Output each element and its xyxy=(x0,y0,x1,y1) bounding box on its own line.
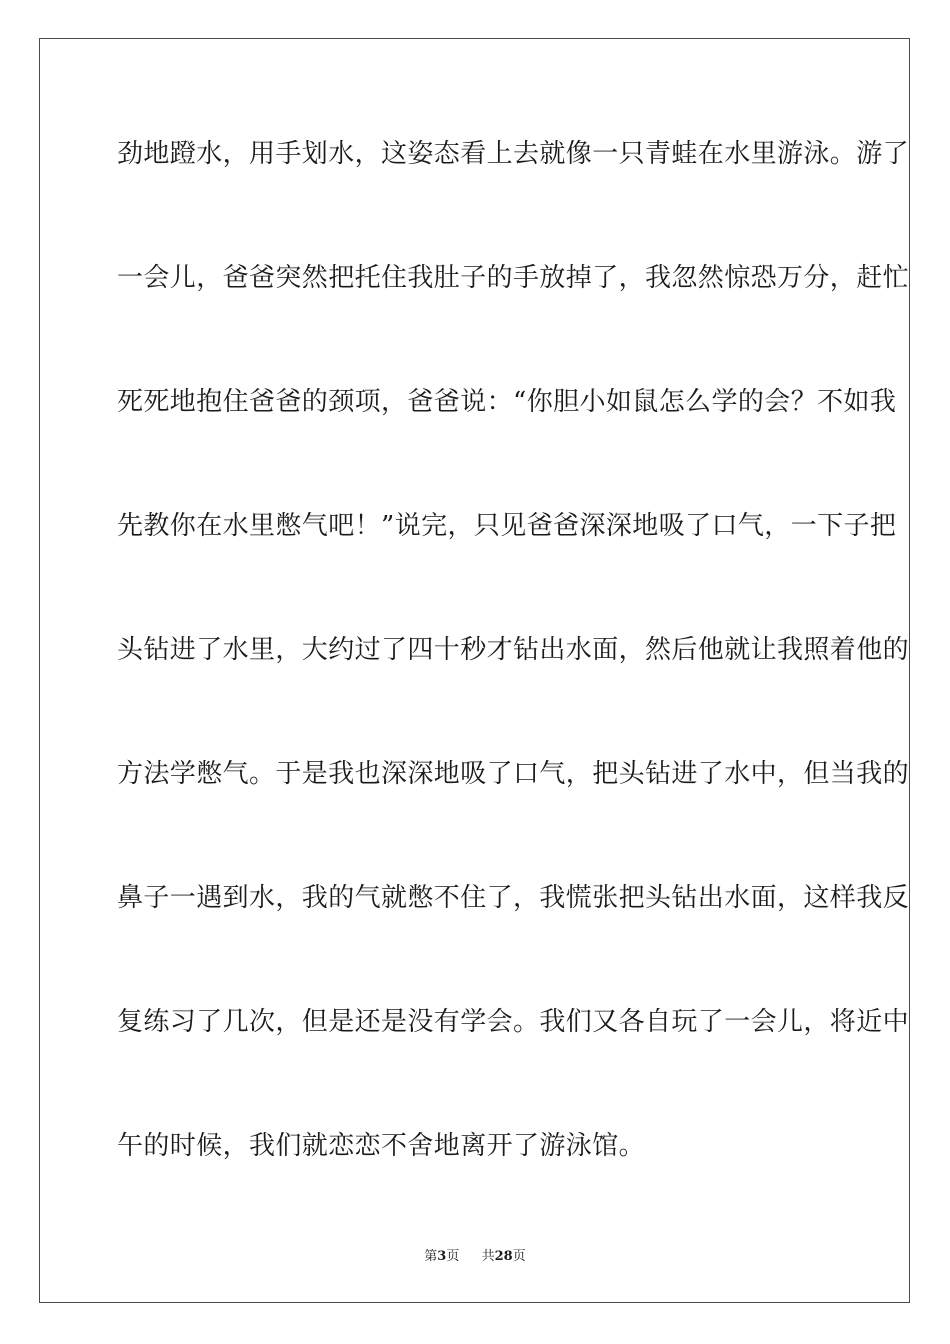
paragraph-line: 复练习了几次，但是还是没有学会。我们又各自玩了一会儿，将近中 xyxy=(117,1007,910,1037)
paragraph-line: 方法学憋气。于是我也深深地吸了口气，把头钻进了水中，但当我的 xyxy=(117,759,910,789)
page-footer xyxy=(0,1245,950,1264)
paragraph-line: 劲地蹬水，用手划水，这姿态看上去就像一只青蛙在水里游泳。游了 xyxy=(117,139,910,169)
page-total: 28 xyxy=(494,1249,513,1264)
paragraph-line: 头钻进了水里，大约过了四十秒才钻出水面，然后他就让我照着他的 xyxy=(117,635,910,665)
paragraph-line: 先教你在水里憋气吧！”说完，只见爸爸深深地吸了口气，一下子把 xyxy=(117,511,897,541)
page-suffix: 页 xyxy=(446,1249,460,1264)
paragraph-line: 死死地抱住爸爸的颈项，爸爸说：“你胆小如鼠怎么学的会？不如我 xyxy=(117,387,897,417)
total-prefix: 共 xyxy=(481,1249,495,1264)
page-total-count xyxy=(482,1249,526,1264)
paragraph-line: 一会儿，爸爸突然把托住我肚子的手放掉了，我忽然惊恐万分，赶忙 xyxy=(117,263,910,293)
page-number xyxy=(424,1249,463,1264)
paragraph-line: 午的时候，我们就恋恋不舍地离开了游泳馆。 xyxy=(117,1131,646,1161)
paragraph-line: 鼻子一遇到水，我的气就憋不住了，我慌张把头钻出水面，这样我反 xyxy=(117,883,910,913)
page-prefix: 第 xyxy=(424,1249,438,1264)
page-frame xyxy=(39,38,910,1303)
page-current: 3 xyxy=(437,1249,447,1264)
total-suffix: 页 xyxy=(512,1249,526,1264)
